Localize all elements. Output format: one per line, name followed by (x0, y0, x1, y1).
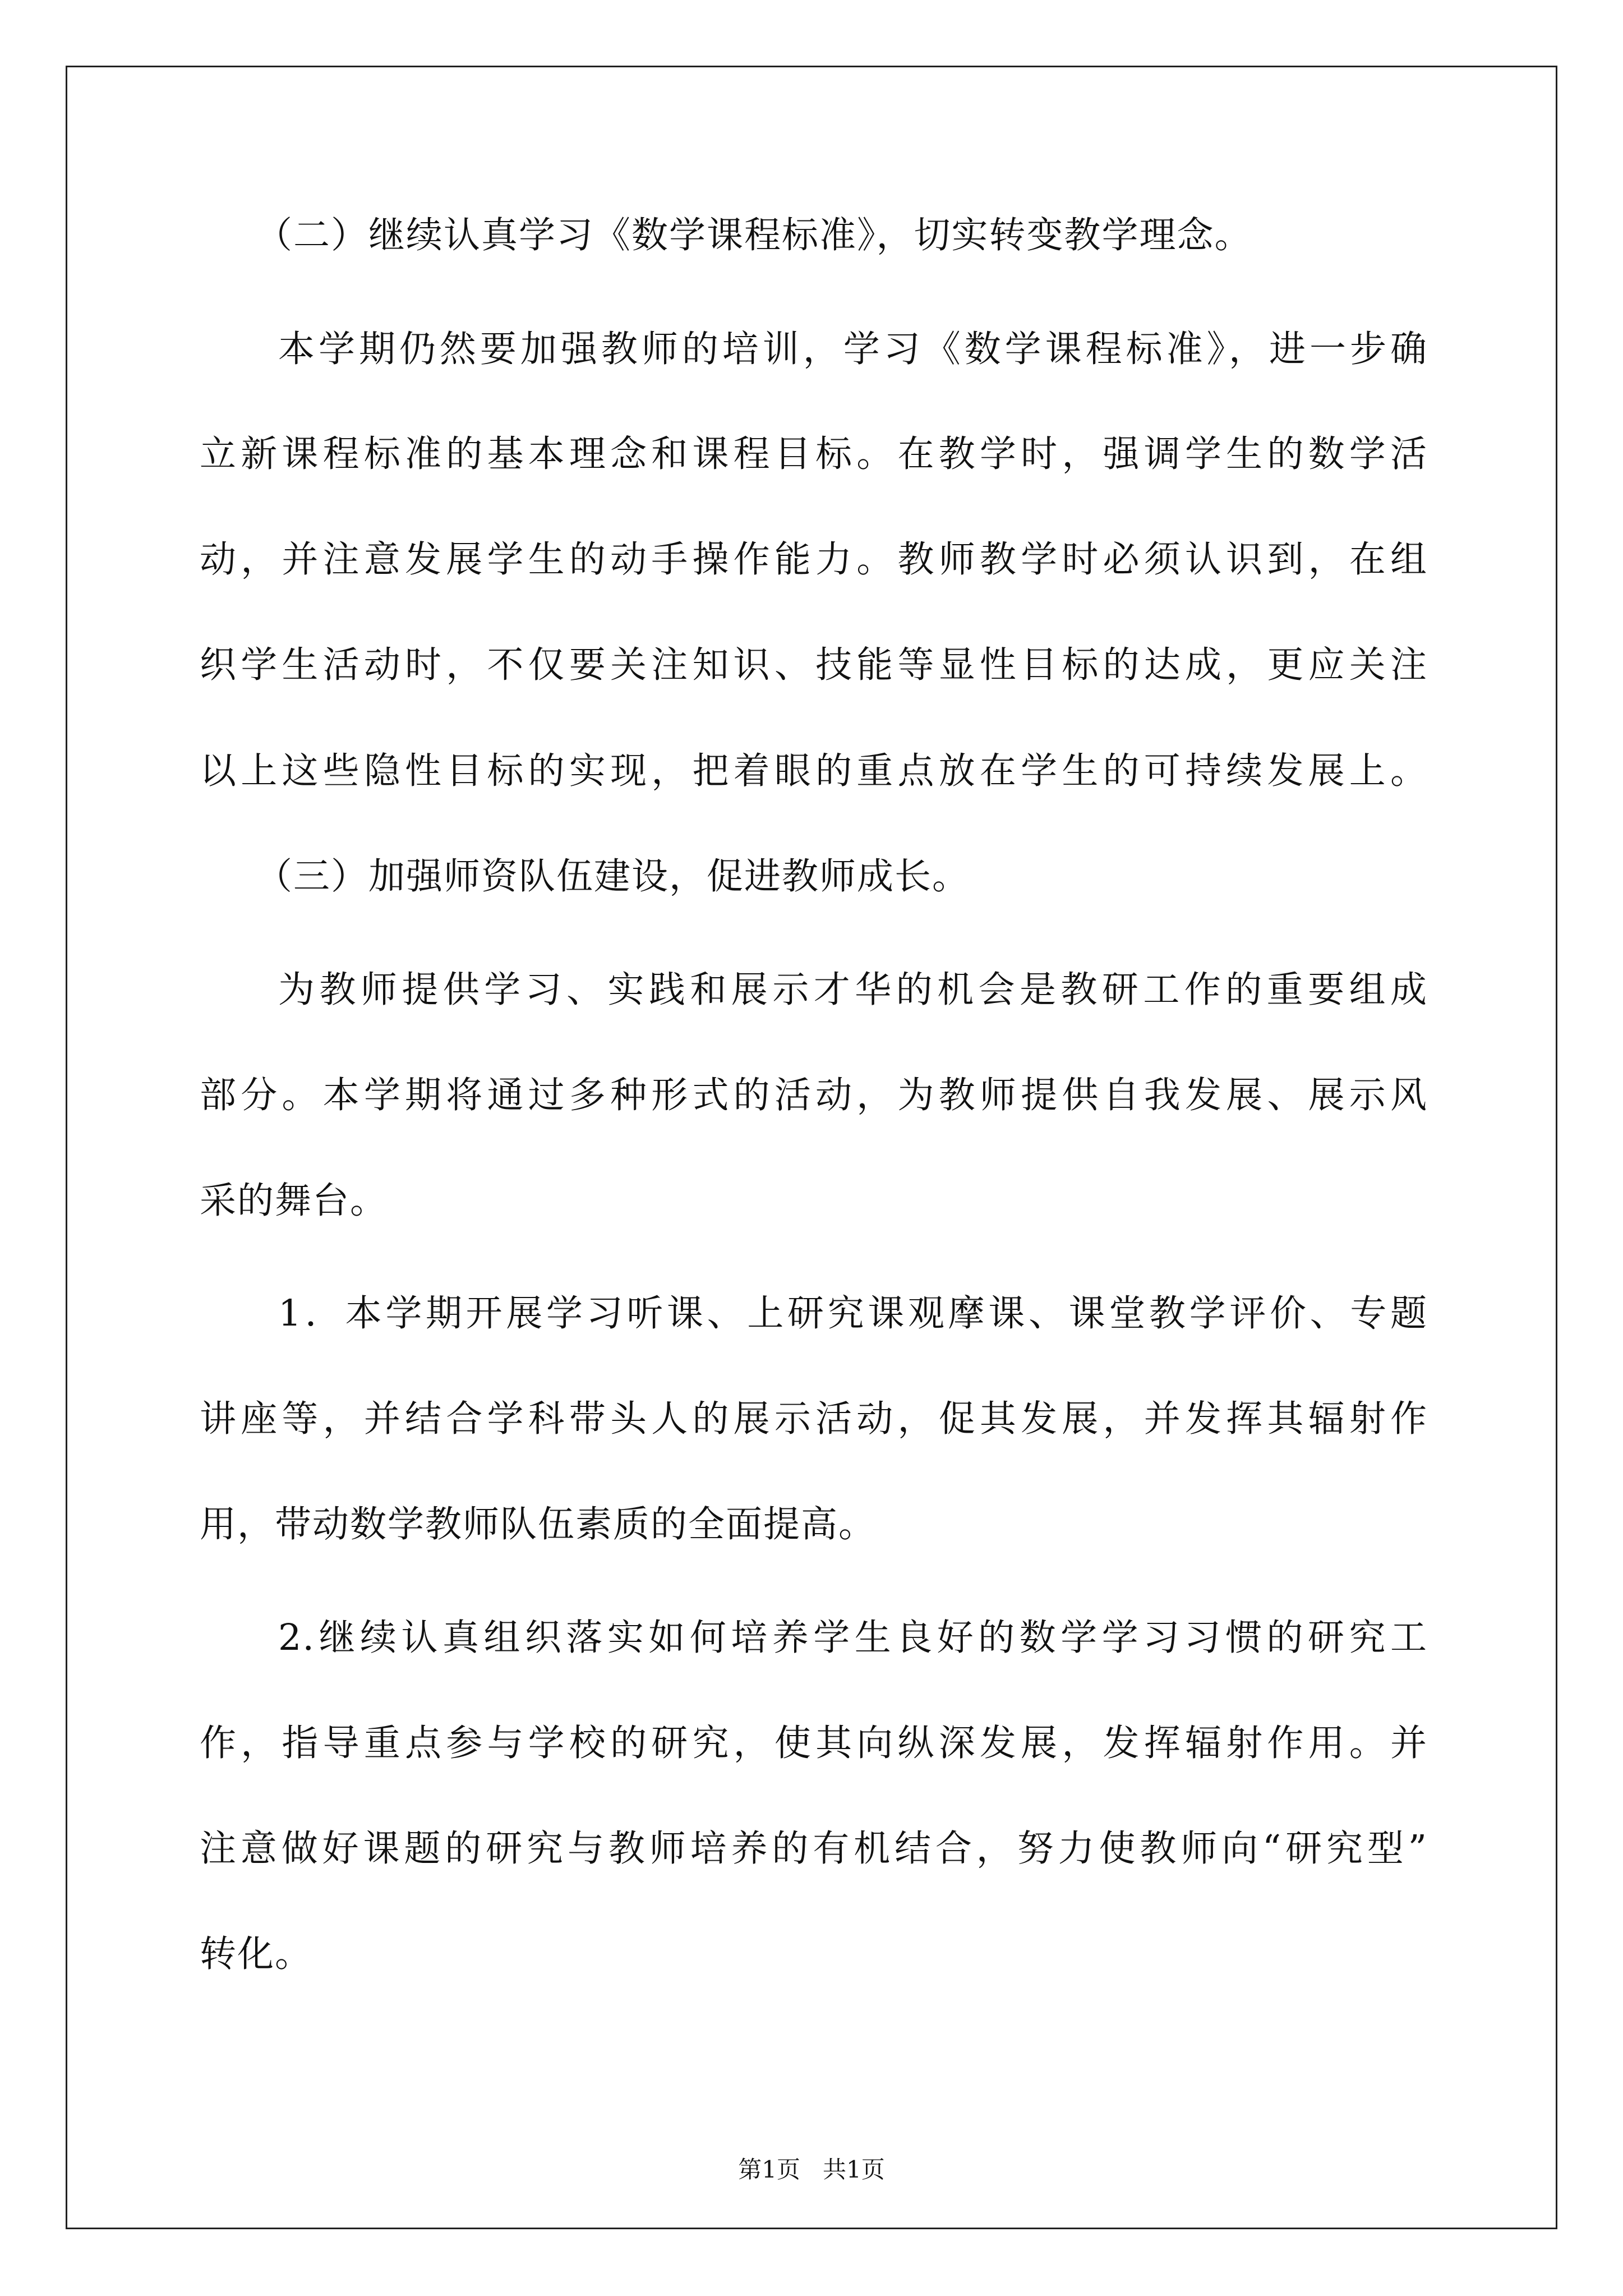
paragraph-line: 本学期仍然要加强教师的培训，学习《数学课程标准》，进一步确 (278, 328, 1428, 370)
list-item-1-line: 讲座等，并结合学科带头人的展示活动，促其发展，并发挥其辐射作 (200, 1398, 1428, 1440)
page-footer: 第1页 共1页 (738, 2156, 885, 2183)
paragraph-line: 为教师提供学习、实践和展示才华的机会是教研工作的重要组成 (278, 969, 1428, 1011)
paragraph-line: 以上这些隐性目标的实现，把着眼的重点放在学生的可持续发展上。 (200, 750, 1428, 792)
section-heading-2: （二）继续认真学习《数学课程标准》，切实转变教学理念。 (256, 214, 1252, 256)
list-item-2-line: 2.继续认真组织落实如何培养学生良好的数学学习习惯的研究工 (278, 1617, 1428, 1659)
list-item-2-line: 转化。 (200, 1933, 313, 1975)
list-item-1-line: 1．本学期开展学习听课、上研究课观摩课、课堂教学评价、专题 (278, 1292, 1428, 1335)
list-item-2-line: 作，指导重点参与学校的研究，使其向纵深发展，发挥辐射作用。并 (200, 1722, 1428, 1764)
paragraph-line: 立新课程标准的基本理念和课程目标。在教学时，强调学生的数学活 (200, 433, 1428, 475)
paragraph-line: 部分。本学期将通过多种形式的活动，为教师提供自我发展、展示风 (200, 1074, 1428, 1116)
paragraph-line: 动，并注意发展学生的动手操作能力。教师教学时必须认识到，在组 (200, 539, 1428, 581)
list-item-2-line: 注意做好课题的研究与教师培养的有机结合，努力使教师向“研究型” (200, 1828, 1428, 1870)
list-item-1-line: 用，带动数学教师队伍素质的全面提高。 (200, 1503, 877, 1545)
page-border (66, 66, 1557, 2229)
paragraph-line: 织学生活动时，不仅要关注知识、技能等显性目标的达成，更应关注 (200, 644, 1428, 686)
section-heading-3: （三）加强师资队伍建设，促进教师成长。 (256, 855, 970, 898)
paragraph-line: 采的舞台。 (200, 1180, 388, 1222)
